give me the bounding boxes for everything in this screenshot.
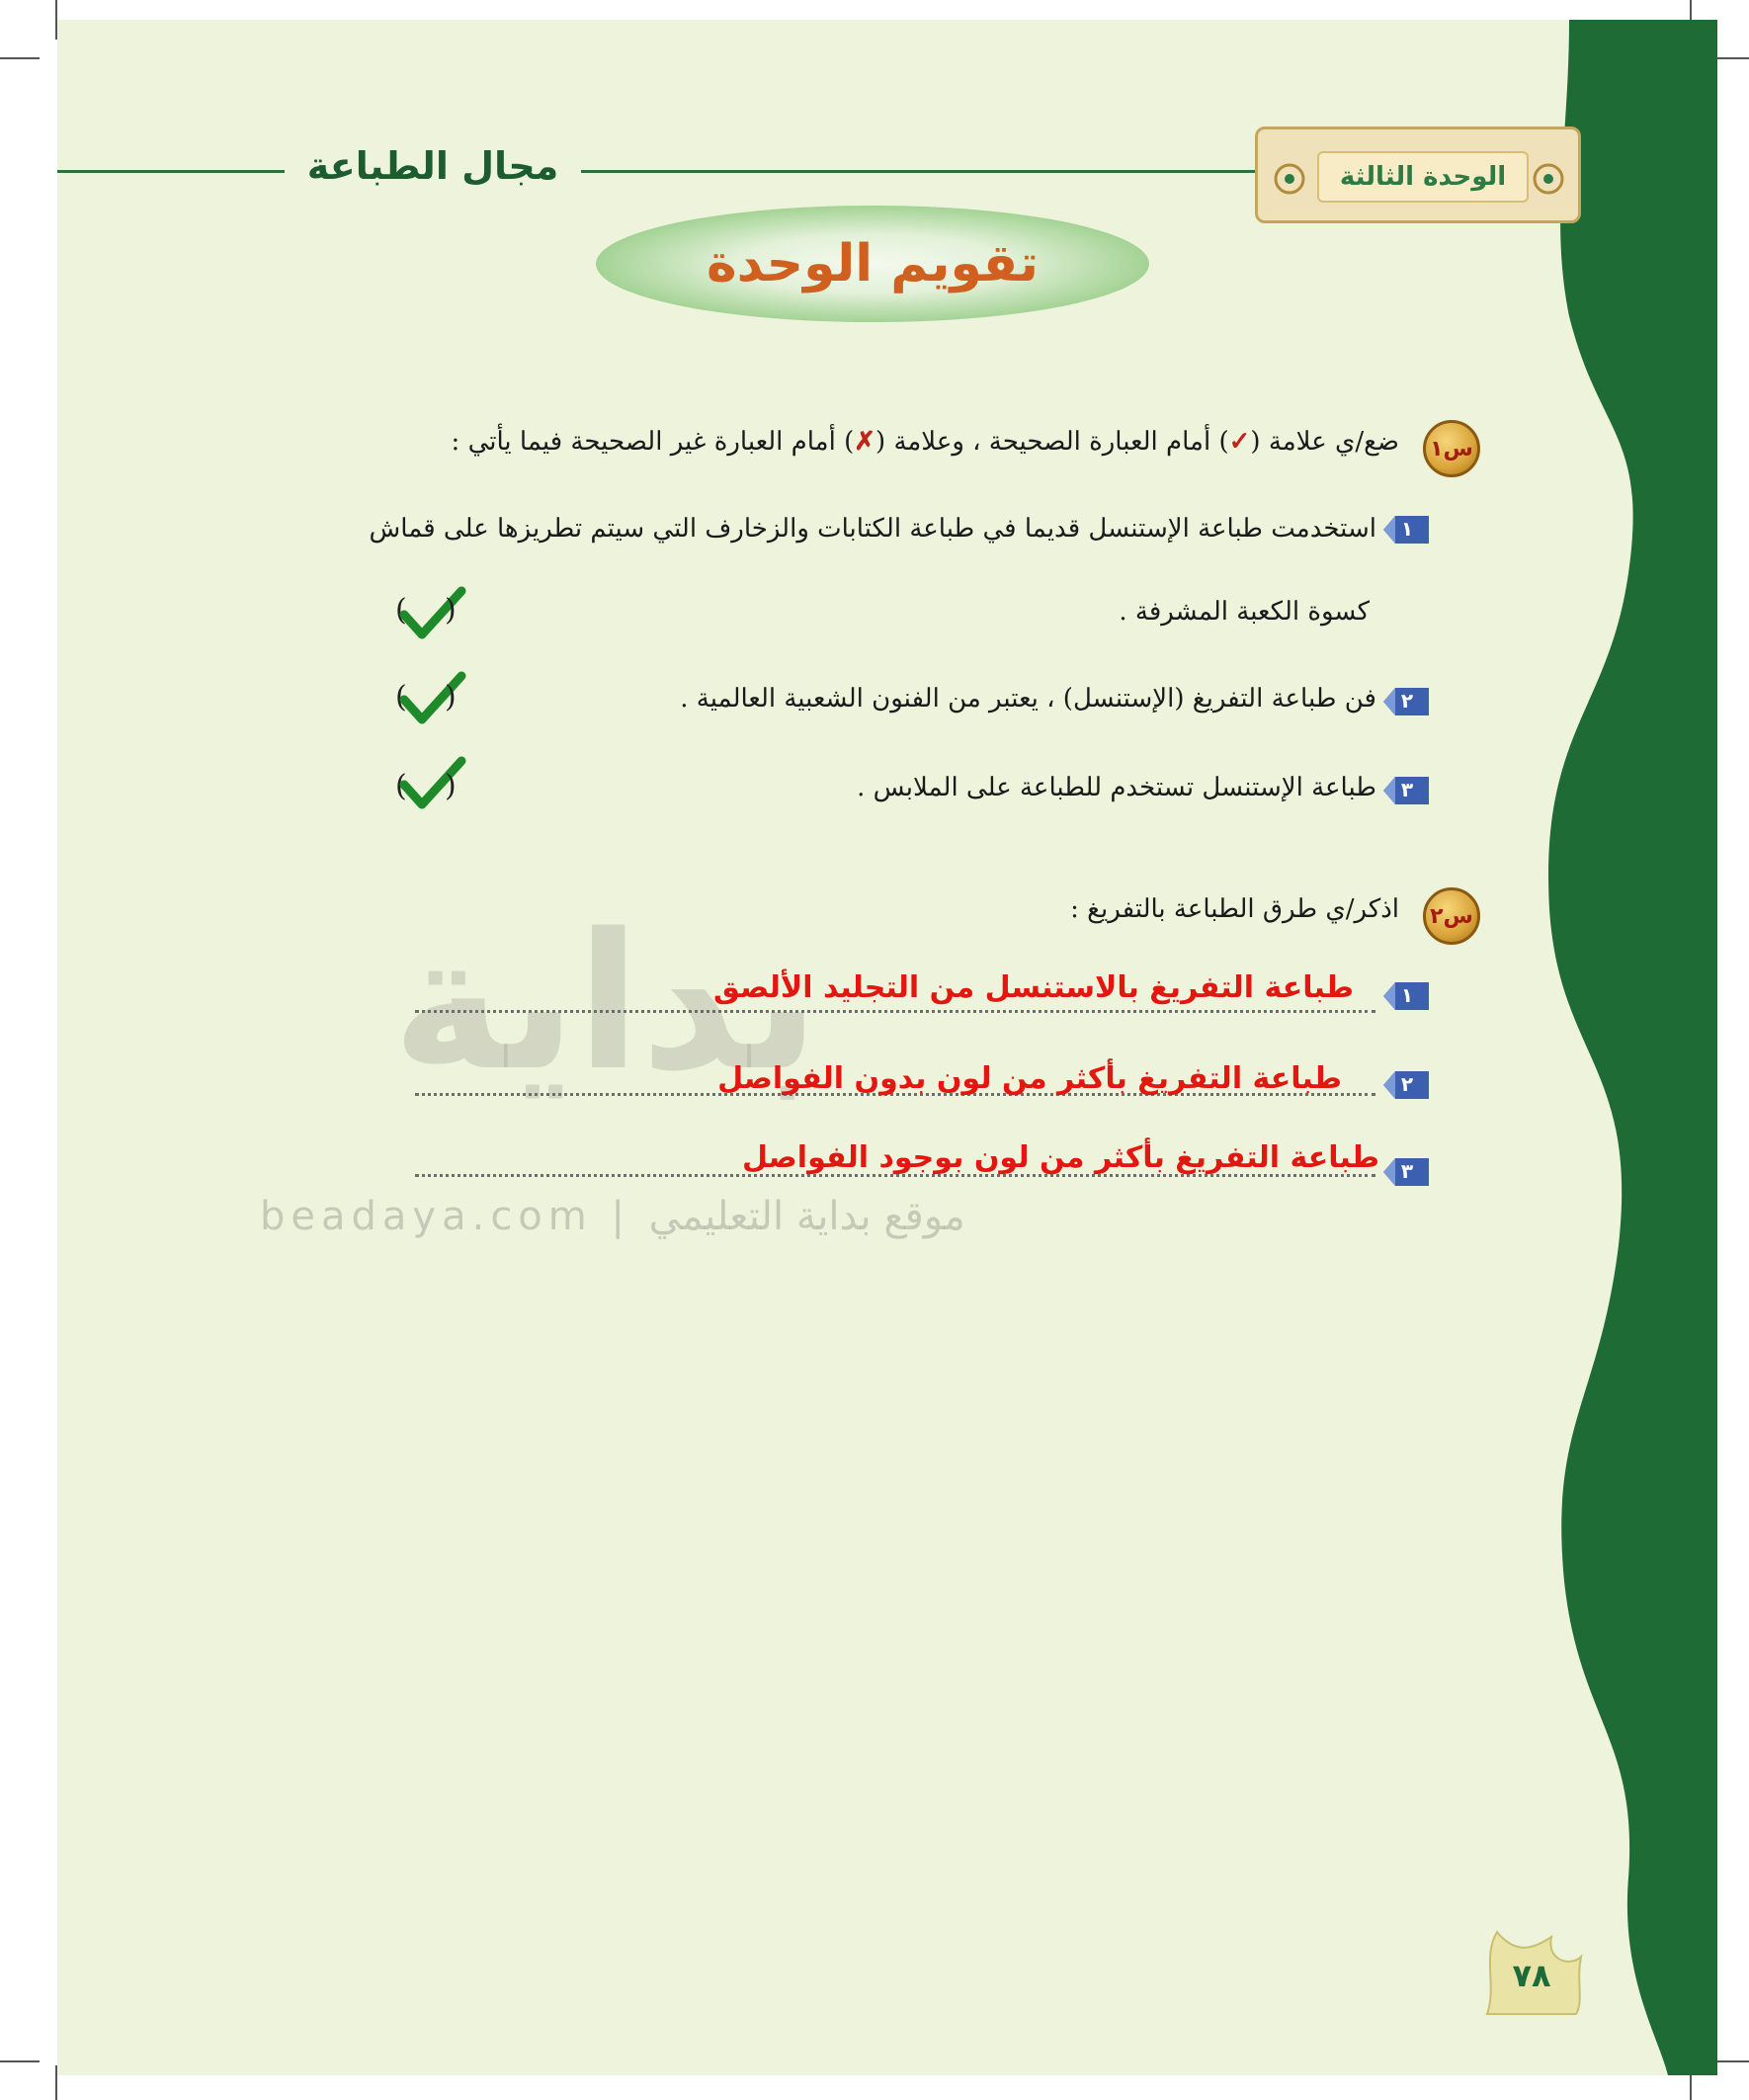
textbook-page [57,20,1717,2075]
answer-text-2[interactable]: طباعة التفريغ بأكثر من لون بدون الفواصل [717,1061,1342,1096]
section-title-banner [596,206,1149,322]
page-number-badge [1477,1927,1586,2016]
answer-open-paren: ( [395,769,407,803]
check-symbol: ✓ [1228,427,1251,457]
question-1-badge: س١ [1423,420,1480,477]
domain-title: مجال الطباعة [285,144,581,188]
item-number-badge [1381,684,1431,719]
page-number: ٧٨ [1512,1957,1551,1994]
statement-2: فن طباعة التفريغ (الإستنسل) ، يعتبر من الفنون الشعبية العالمية . [680,684,1376,714]
item-number: ١ [1400,517,1414,541]
cross-symbol: ✗ [854,427,876,457]
item-number: ٢ [1400,1072,1414,1096]
item-number: ١ [1400,983,1414,1007]
answer-close-paren: ) [445,680,457,714]
item-number: ٢ [1400,689,1414,713]
answer-open-paren: ( [395,680,407,714]
instruction-text: ) أمام العبارة غير الصحيحة فيما يأتي : [451,427,855,457]
crop-mark [0,2060,40,2062]
green-wave-edge [1510,20,1717,2075]
unit-badge [1255,126,1581,223]
crop-mark [0,57,40,59]
watermark-site-line: beadaya.com | موقع بداية التعليمي [260,1194,965,1239]
check-mark-icon [398,670,467,729]
answer-dotted-line [415,1010,1375,1013]
item-number-badge [1381,773,1431,808]
instruction-text: ضع/ي علامة ( [1250,427,1399,457]
answer-text-3[interactable]: طباعة التفريغ بأكثر من لون بوجود الفواصل [742,1140,1379,1175]
statement-1-line2: كسوة الكعبة المشرفة . [1119,597,1370,627]
ornament-icon [1270,159,1309,199]
instruction-text: ) أمام العبارة الصحيحة ، وعلامة ( [875,427,1229,457]
statement-1-line1: استخدمت طباعة الإستنسل قديما في طباعة الكتابات والزخارف التي سيتم تطريزها على قماش [369,514,1376,544]
check-mark-icon [398,755,467,814]
question-2-badge: س٢ [1423,887,1480,945]
answer-close-paren: ) [445,593,457,628]
answer-close-paren: ) [445,769,457,803]
item-number: ٣ [1400,778,1414,801]
watermark-logo: بداية [391,893,820,1112]
statement-3: طباعة الإستنسل تستخدم للطباعة على الملابس . [857,773,1376,802]
answer-open-paren: ( [395,593,407,628]
header-rule-middle [581,170,1263,173]
item-number-badge [1381,978,1431,1014]
ornament-icon [1529,159,1568,199]
check-mark-icon [398,585,467,644]
item-number-badge [1381,1154,1431,1190]
item-number-badge [1381,512,1431,547]
unit-label: الوحدة الثالثة [1317,151,1529,203]
question-2-instruction: اذكر/ي طرق الطباعة بالتفريغ : [1070,894,1399,924]
item-number-badge [1381,1067,1431,1103]
item-number: ٣ [1400,1159,1414,1183]
section-title: تقويم الوحدة [706,234,1040,294]
answer-text-1[interactable]: طباعة التفريغ بالاستنسل من التجليد الألصق [713,970,1354,1005]
question-1-instruction [452,427,1399,457]
